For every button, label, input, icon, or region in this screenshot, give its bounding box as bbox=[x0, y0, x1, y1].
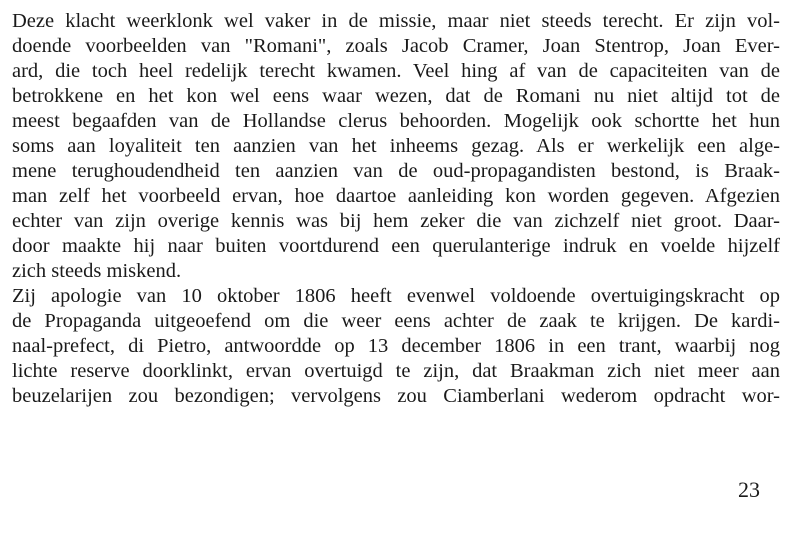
text-line: zich steeds miskend. bbox=[12, 260, 182, 282]
text-line: echter van zijn overige kennis was bij hem zeker die van zichzelf niet groot. Daar- bbox=[12, 210, 780, 232]
text-line: door maakte hij naar buiten voortdurend een querulanterige indruk en voelde hijzelf bbox=[12, 235, 780, 257]
text-line: Zij apologie van 10 oktober 1806 heeft evenwel voldoende overtuigingskracht op bbox=[12, 285, 780, 307]
text-line: meest begaafden van de Hollandse clerus behoorden. Mogelijk ook schortte het hun bbox=[12, 110, 780, 132]
text-line: betrokkene en het kon wel eens waar wezen, dat de Romani nu niet altijd tot de bbox=[12, 85, 780, 107]
text-line: mene terughoudendheid ten aanzien van de oud-propagandisten bestond, is Braak- bbox=[12, 160, 780, 182]
text-line: man zelf het voorbeeld ervan, hoe daartoe aanleiding kon worden gegeven. Afgezien bbox=[12, 185, 780, 207]
text-line: Deze klacht weerklonk wel vaker in de missie, maar niet steeds terecht. Er zijn vol- bbox=[12, 10, 780, 32]
text-line: naal-prefect, di Pietro, antwoordde op 13 december 1806 in een trant, waarbij nog bbox=[12, 335, 780, 357]
page-number: 23 bbox=[738, 477, 760, 502]
text-line: lichte reserve doorklinkt, ervan overtuigd te zijn, dat Braakman zich niet meer aan bbox=[12, 360, 780, 382]
text-line: doende voorbeelden van "Romani", zoals Jacob Cramer, Joan Stentrop, Joan Ever- bbox=[12, 35, 780, 57]
text-line: soms aan loyaliteit ten aanzien van het inheems gezag. Als er werkelijk een alge- bbox=[12, 135, 780, 157]
text-line: ard, die toch heel redelijk terecht kwamen. Veel hing af van de capaciteiten van de bbox=[12, 60, 780, 82]
text-line: de Propaganda uitgeoefend om die weer eens achter de zaak te krijgen. De kardi- bbox=[12, 310, 780, 332]
text-line: beuzelarijen zou bezondigen; vervolgens zou Ciamberlani wederom opdracht wor- bbox=[12, 385, 780, 407]
